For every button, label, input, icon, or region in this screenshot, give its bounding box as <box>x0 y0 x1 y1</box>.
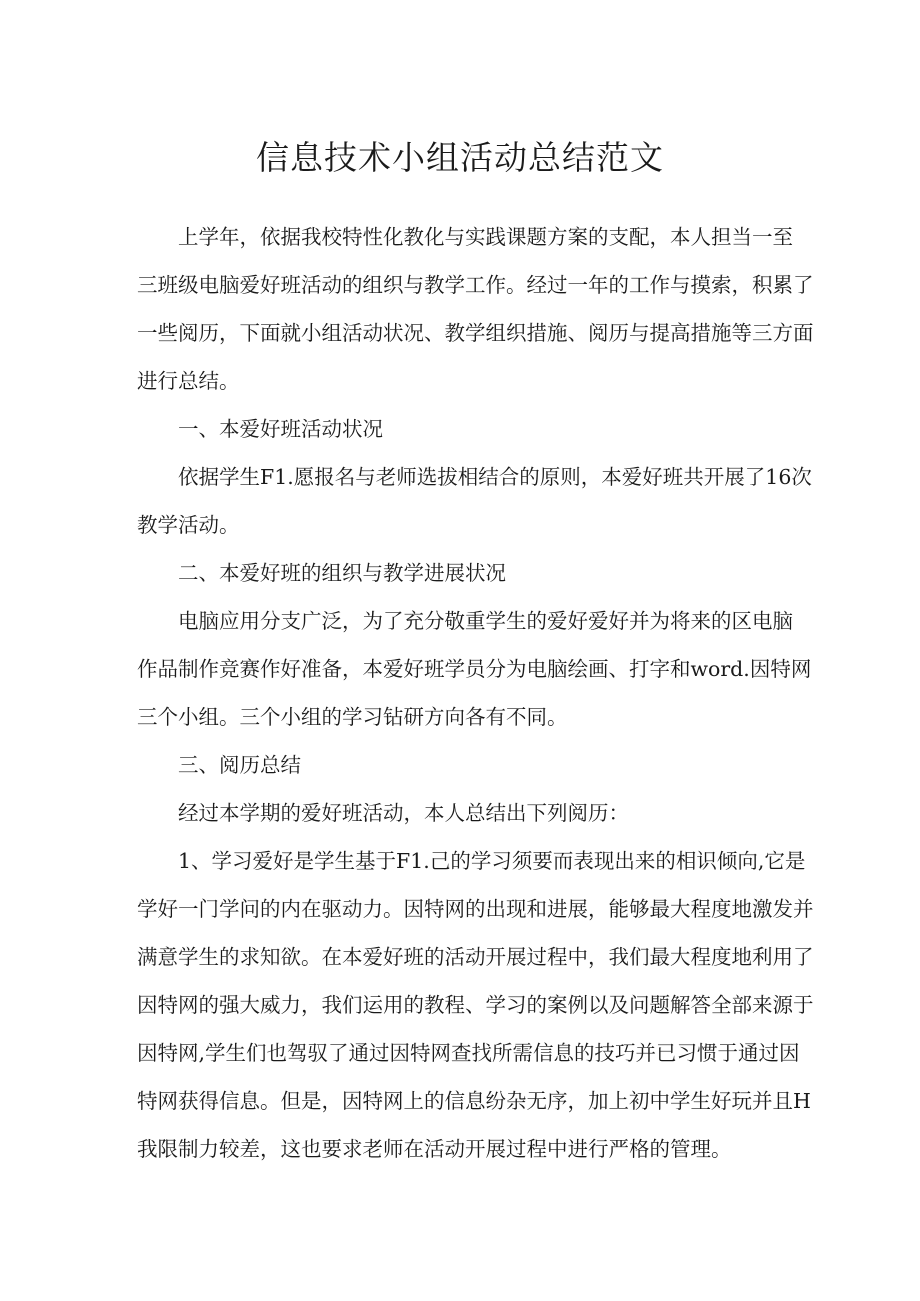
text-line: 一些阅历，下面就小组活动状况、教学组织措施、阅历与提高措施等三方面 <box>137 321 814 345</box>
paragraph-point-1 <box>137 837 814 1173</box>
text-line: 进行总结。 <box>137 369 240 393</box>
text-line: 三个小组。三个小组的学习钻研方向各有不同。 <box>137 705 568 729</box>
text-line: 上学年，依据我校特性化教化与实践课题方案的支配，本人担当一至 <box>178 225 793 249</box>
text-line: 特网获得信息。但是，因特网上的信息纷杂无序，加上初中学生好玩并且H <box>137 1089 811 1113</box>
text-line: 满意学生的求知欲。在本爱好班的活动开展过程中，我们最大程度地利用了 <box>137 945 814 969</box>
text-line: 作品制作竞赛作好准备，本爱好班学员分为电脑绘画、打字和word.因特网 <box>137 657 812 681</box>
text-line: 因特网,学生们也驾驭了通过因特网查找所需信息的技巧并已习惯于通过因 <box>137 1041 800 1065</box>
section-heading-1 <box>137 405 793 453</box>
text-line: 依据学生F1.愿报名与老师选拔相结合的原则，本爱好班共开展了16次 <box>178 465 812 489</box>
heading-text: 二、本爱好班的组织与教学进展状况 <box>178 561 506 585</box>
paragraph-summary-intro <box>137 789 793 837</box>
text-line: 因特网的强大威力，我们运用的教程、学习的案例以及问题解答全部来源于 <box>137 993 814 1017</box>
document-body <box>137 213 814 1173</box>
paragraph-activity <box>137 453 812 549</box>
text-line: 学好一门学问的内在驱动力。因特网的出现和进展，能够最大程度地激发并 <box>137 897 814 921</box>
text-line: 三班级电脑爱好班活动的组织与教学工作。经过一年的工作与摸索，积累了 <box>137 273 814 297</box>
document-title: 信息技术小组活动总结范文 <box>256 138 664 177</box>
heading-text: 三、阅历总结 <box>178 753 301 777</box>
heading-text: 一、本爱好班活动状况 <box>178 417 383 441</box>
paragraph-intro <box>137 213 814 405</box>
text-line: 经过本学期的爱好班活动，本人总结出下列阅历： <box>178 801 629 825</box>
paragraph-organization <box>137 597 812 741</box>
section-heading-3 <box>137 741 793 789</box>
section-heading-2 <box>137 549 793 597</box>
text-line: 1、学习爱好是学生基于F1.己的学习须要而表现出来的相识倾向,它是 <box>178 849 806 873</box>
text-line: 电脑应用分支广泛，为了充分敬重学生的爱好爱好并为将来的区电脑 <box>178 609 793 633</box>
text-line: 教学活动。 <box>137 513 240 537</box>
text-line: 我限制力较差，这也要求老师在活动开展过程中进行严格的管理。 <box>137 1137 732 1161</box>
